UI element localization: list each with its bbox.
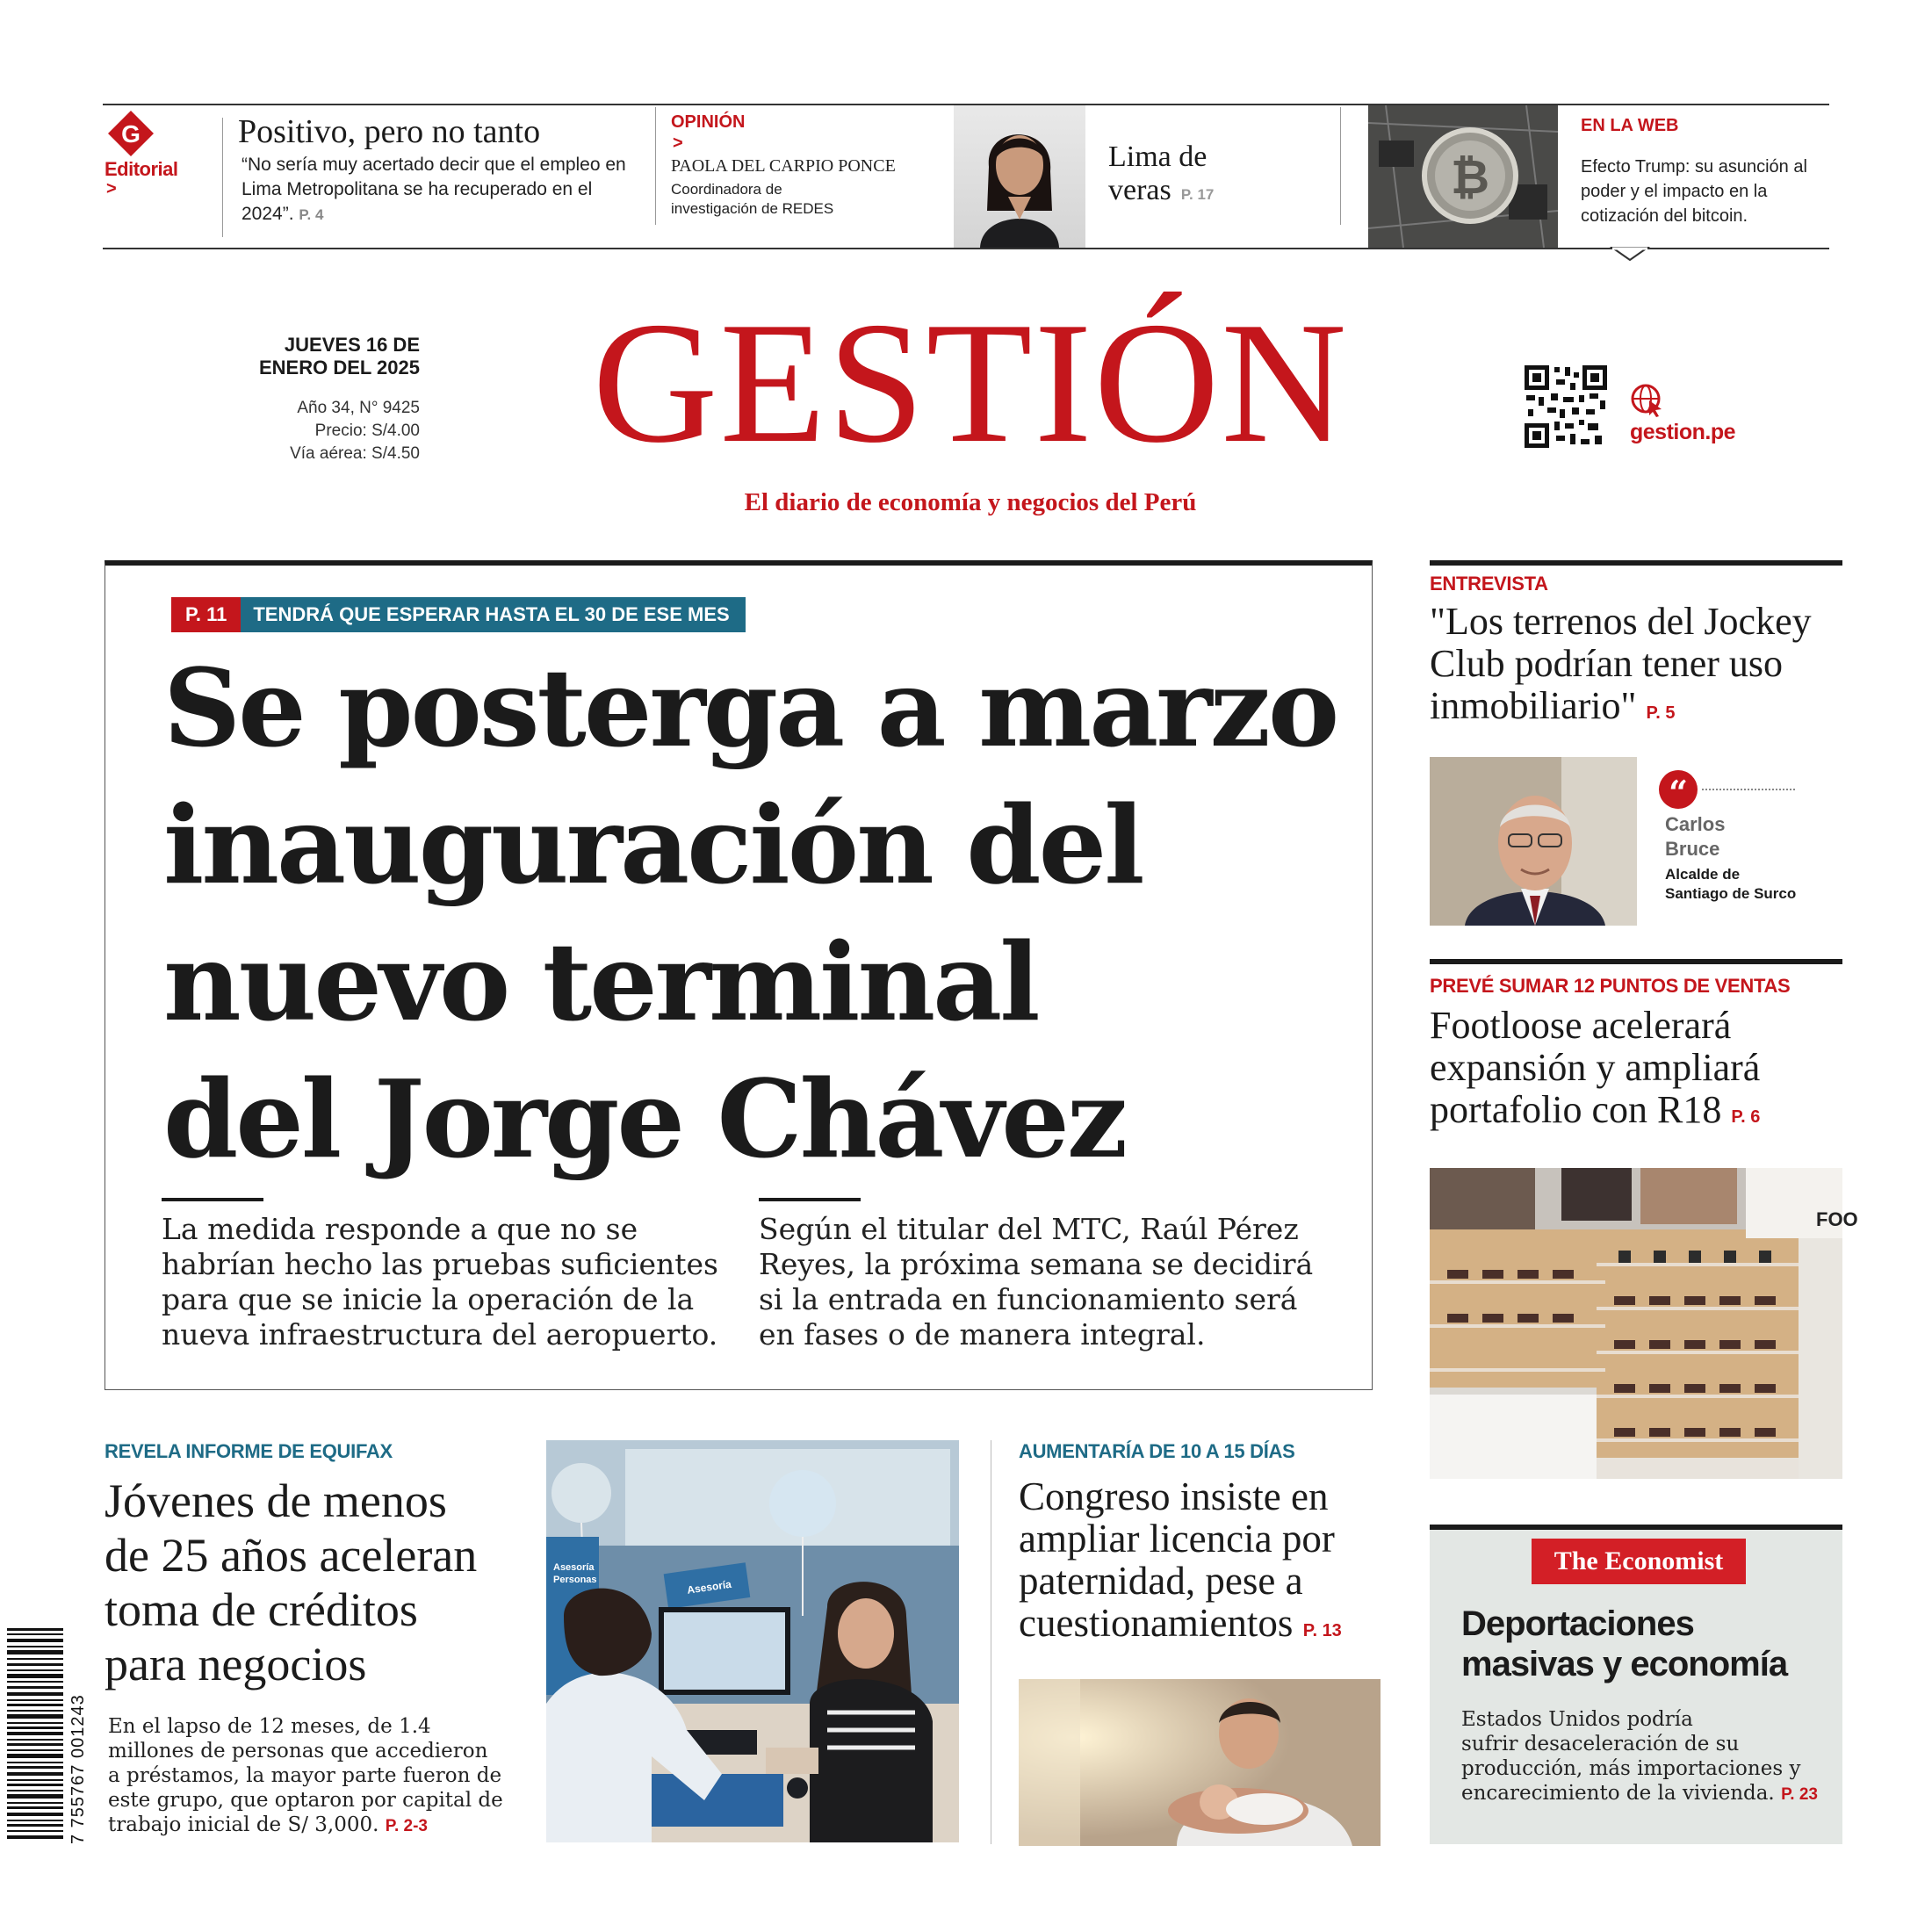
barcode	[4, 1625, 88, 1844]
economist-body-line-4-wrap	[1461, 1781, 1818, 1807]
youth-body-line-5-wrap	[108, 1813, 503, 1839]
lead-kicker-bar	[171, 597, 746, 632]
interviewee-first-name: Carlos	[1665, 813, 1726, 835]
editorial-divider	[222, 118, 223, 237]
paternity-kicker: AUMENTARÍA DE 10 A 15 DÍAS	[1019, 1440, 1295, 1462]
footloose-headline[interactable]	[1430, 1005, 1842, 1138]
footloose-headline-line-3: portafolio con R18	[1430, 1088, 1722, 1131]
website-link[interactable]: gestion.pe	[1630, 420, 1736, 444]
opinion-author-photo	[954, 105, 1085, 248]
footloose-headline-line-2: expansión y ampliará	[1430, 1046, 1761, 1089]
lead-headline-line-3: nuevo terminal	[163, 919, 1038, 1045]
masthead-price: Precio: S/4.00	[314, 422, 420, 440]
editorial-quote-text: “No sería muy acertado decir que el empleo en Lima Metropolitana se ha recuperado en el 2024”.	[242, 155, 626, 224]
paternity-headline-line-4: cuestionamientos	[1019, 1601, 1294, 1645]
interviewee-role-2: Santiago de Surco	[1665, 885, 1797, 902]
editorial-page-ref: P. 4	[299, 206, 324, 223]
youth-kicker: REVELA INFORME DE EQUIFAX	[105, 1440, 393, 1462]
lead-headline	[163, 639, 1340, 1187]
lead-col2-line-4: en fases o de manera integral.	[759, 1317, 1206, 1352]
lead-headline-line-1: Se posterga a marzo	[163, 645, 1337, 771]
youth-body-line-3: a préstamos, la mayor parte fueron de	[108, 1764, 502, 1787]
masthead-issue: Año 34, N° 9425	[297, 399, 420, 417]
interview-page-ref: P. 5	[1646, 703, 1676, 723]
web-label: EN LA WEB	[1581, 116, 1679, 135]
bitcoin-photo	[1368, 105, 1558, 248]
globe-cursor-icon	[1630, 383, 1665, 418]
editorial-label: Editorial	[105, 158, 178, 180]
masthead-title: GESTIÓN	[592, 286, 1349, 479]
interview-headline[interactable]	[1430, 601, 1842, 734]
youth-body-line-5: trabajo inicial de S/ 3,000.	[108, 1813, 379, 1836]
father-baby-photo	[1019, 1679, 1381, 1846]
interviewee-portrait-icon	[1430, 757, 1637, 926]
youth-headline-line-2: de 25 años aceleran	[105, 1529, 478, 1582]
lead-col2-line-2: Reyes, la próxima semana se decidirá	[759, 1247, 1314, 1281]
opinion-page-ref: P. 17	[1180, 186, 1215, 203]
lead-col1-line-1: La medida responde a que no se	[162, 1212, 638, 1246]
editorial-arrow-icon: >	[106, 179, 117, 198]
economist-badge: The Economist	[1532, 1539, 1746, 1584]
opinion-author: PAOLA DEL CARPIO PONCE	[671, 156, 896, 176]
editorial-block[interactable]	[103, 107, 647, 244]
lead-col1-line-3: para que se inicie la operación de la	[162, 1282, 695, 1316]
footloose-headline-line-1: Footloose acelerará	[1430, 1004, 1732, 1047]
bank-scene-icon	[546, 1440, 959, 1842]
paternity-page-ref: P. 13	[1302, 1621, 1342, 1640]
footloose-store-photo	[1430, 1168, 1858, 1479]
topbar-divider-1	[655, 107, 656, 225]
economist-headline	[1461, 1604, 1787, 1684]
topbar-bottom-rule	[103, 248, 1829, 249]
masthead-date-1: JUEVES 16 DE	[284, 334, 420, 356]
footloose-top-rule	[1430, 959, 1842, 964]
opinion-label: OPINIÓN	[671, 112, 746, 132]
opinion-column-title-1: Lima de	[1108, 141, 1208, 173]
paternity-headline-line-3: paternidad, pese a	[1019, 1559, 1303, 1603]
economist-body-line-4: encarecimiento de la vivienda.	[1461, 1782, 1775, 1805]
youth-body	[108, 1714, 503, 1839]
lead-headline-line-2: inauguración del	[163, 782, 1143, 908]
bitcoin-coin-icon	[1368, 105, 1558, 248]
youth-headline-line-3: toma de créditos	[105, 1583, 418, 1636]
svg-text:₿: ₿	[1450, 151, 1490, 204]
paternity-headline-line-1: Congreso insiste en	[1019, 1474, 1329, 1518]
lead-col1	[162, 1212, 724, 1352]
youth-headline[interactable]	[105, 1474, 544, 1691]
interview-top-rule	[1430, 560, 1842, 566]
interview-headline-line-3-wrap	[1430, 685, 1842, 734]
lead-col2-line-3: si la entrada en funcionamiento será	[759, 1282, 1298, 1316]
youth-body-line-2: millones de personas que accedieron	[108, 1740, 488, 1763]
economist-page-ref: P. 23	[1781, 1785, 1818, 1804]
father-baby-icon	[1019, 1679, 1381, 1846]
lead-col2	[759, 1212, 1321, 1352]
opinion-arrow-icon: >	[673, 133, 683, 153]
masthead-date-2: ENERO DEL 2025	[258, 357, 420, 378]
lead-col2-line-1: Según el titular del MTC, Raúl Pérez	[759, 1212, 1299, 1246]
opinion-role-1: Coordinadora de	[671, 181, 782, 198]
shoe-store-icon	[1430, 1168, 1858, 1479]
economist-headline-line-1: Deportaciones	[1461, 1604, 1694, 1643]
opinion-column-title-2: veras	[1108, 174, 1171, 206]
opinion-column-title-2-wrap	[1108, 174, 1214, 207]
opinion-block[interactable]	[671, 107, 970, 244]
footloose-kicker: PREVÉ SUMAR 12 PUNTOS DE VENTAS	[1430, 975, 1791, 997]
interview-headline-line-2: Club podrían tener uso	[1430, 642, 1784, 685]
carlos-bruce-photo	[1430, 757, 1637, 926]
economist-body-line-3: producción, más importaciones y	[1461, 1757, 1801, 1780]
interview-kicker: ENTREVISTA	[1430, 573, 1548, 595]
lead-col1-rule	[162, 1198, 263, 1201]
svg-text:“: “	[1669, 773, 1688, 812]
masthead-air-price: Vía aérea: S/4.50	[290, 444, 420, 463]
lead-col1-line-4: nueva infraestructura del aeropuerto.	[162, 1317, 718, 1352]
store-sign-text: FOO	[1816, 1208, 1858, 1230]
paternity-headline-line-4-wrap	[1019, 1602, 1388, 1652]
footloose-headline-line-3-wrap	[1430, 1089, 1842, 1138]
youth-body-line-4: este grupo, que optaron por capital de	[108, 1789, 503, 1812]
author-portrait-icon	[954, 105, 1085, 248]
paternity-headline-line-2: ampliar licencia por	[1019, 1517, 1335, 1561]
youth-headline-line-1: Jóvenes de menos	[105, 1474, 447, 1527]
editorial-title: Positivo, pero no tanto	[238, 113, 541, 150]
quote-icon	[1658, 769, 1698, 810]
web-block[interactable]	[1581, 107, 1835, 239]
topbar-divider-2	[1340, 107, 1341, 225]
barcode-digits: 7 755767 001243	[68, 1694, 88, 1844]
svg-text:G: G	[121, 120, 141, 148]
web-text: Efecto Trump: su asunción al poder y el impacto en la cotización del bitcoin.	[1581, 157, 1807, 226]
masthead-tagline: El diario de economía y negocios del Perú	[744, 488, 1197, 516]
lead-col1-line-2: habrían hecho las pruebas suficientes	[162, 1247, 718, 1281]
bank-counter-photo	[546, 1440, 959, 1842]
interviewee-role-1: Alcalde de	[1665, 866, 1741, 883]
youth-page-ref: P. 2-3	[385, 1817, 428, 1835]
interview-headline-line-3: inmobiliario"	[1430, 684, 1637, 727]
photo-sign-3: Asesoría	[686, 1577, 732, 1597]
gestion-g-logo-icon	[106, 109, 155, 158]
topbar-pointer-icon	[1612, 248, 1647, 262]
youth-body-line-1: En el lapso de 12 meses, de 1.4	[108, 1715, 431, 1738]
youth-headline-line-4: para negocios	[105, 1638, 367, 1690]
lead-col2-rule	[759, 1198, 861, 1201]
lead-page-ref: P. 11	[171, 597, 241, 632]
qr-code-icon[interactable]	[1525, 365, 1607, 448]
paternity-headline[interactable]	[1019, 1475, 1388, 1652]
photo-sign-2: Personas	[553, 1575, 597, 1585]
interviewee-last-name: Bruce	[1665, 838, 1720, 860]
interview-headline-line-1: "Los terrenos del Jockey	[1430, 600, 1812, 643]
photo-sign-1: Asesoría	[553, 1562, 595, 1573]
footloose-page-ref: P. 6	[1731, 1107, 1761, 1127]
lead-kicker: TENDRÁ QUE ESPERAR HASTA EL 30 DE ESE MES	[241, 597, 745, 632]
economist-headline-line-2: masivas y economía	[1461, 1645, 1788, 1683]
economist-body	[1461, 1707, 1818, 1807]
lead-headline-line-4: del Jorge Chávez	[163, 1056, 1126, 1182]
editorial-quote	[242, 153, 628, 227]
economist-body-line-2: sufrir desaceleración de su	[1461, 1733, 1740, 1755]
opinion-role-2: investigación de REDES	[671, 200, 834, 217]
economist-body-line-1: Estados Unidos podría	[1461, 1708, 1693, 1731]
quote-dotted-rule	[1702, 789, 1795, 790]
